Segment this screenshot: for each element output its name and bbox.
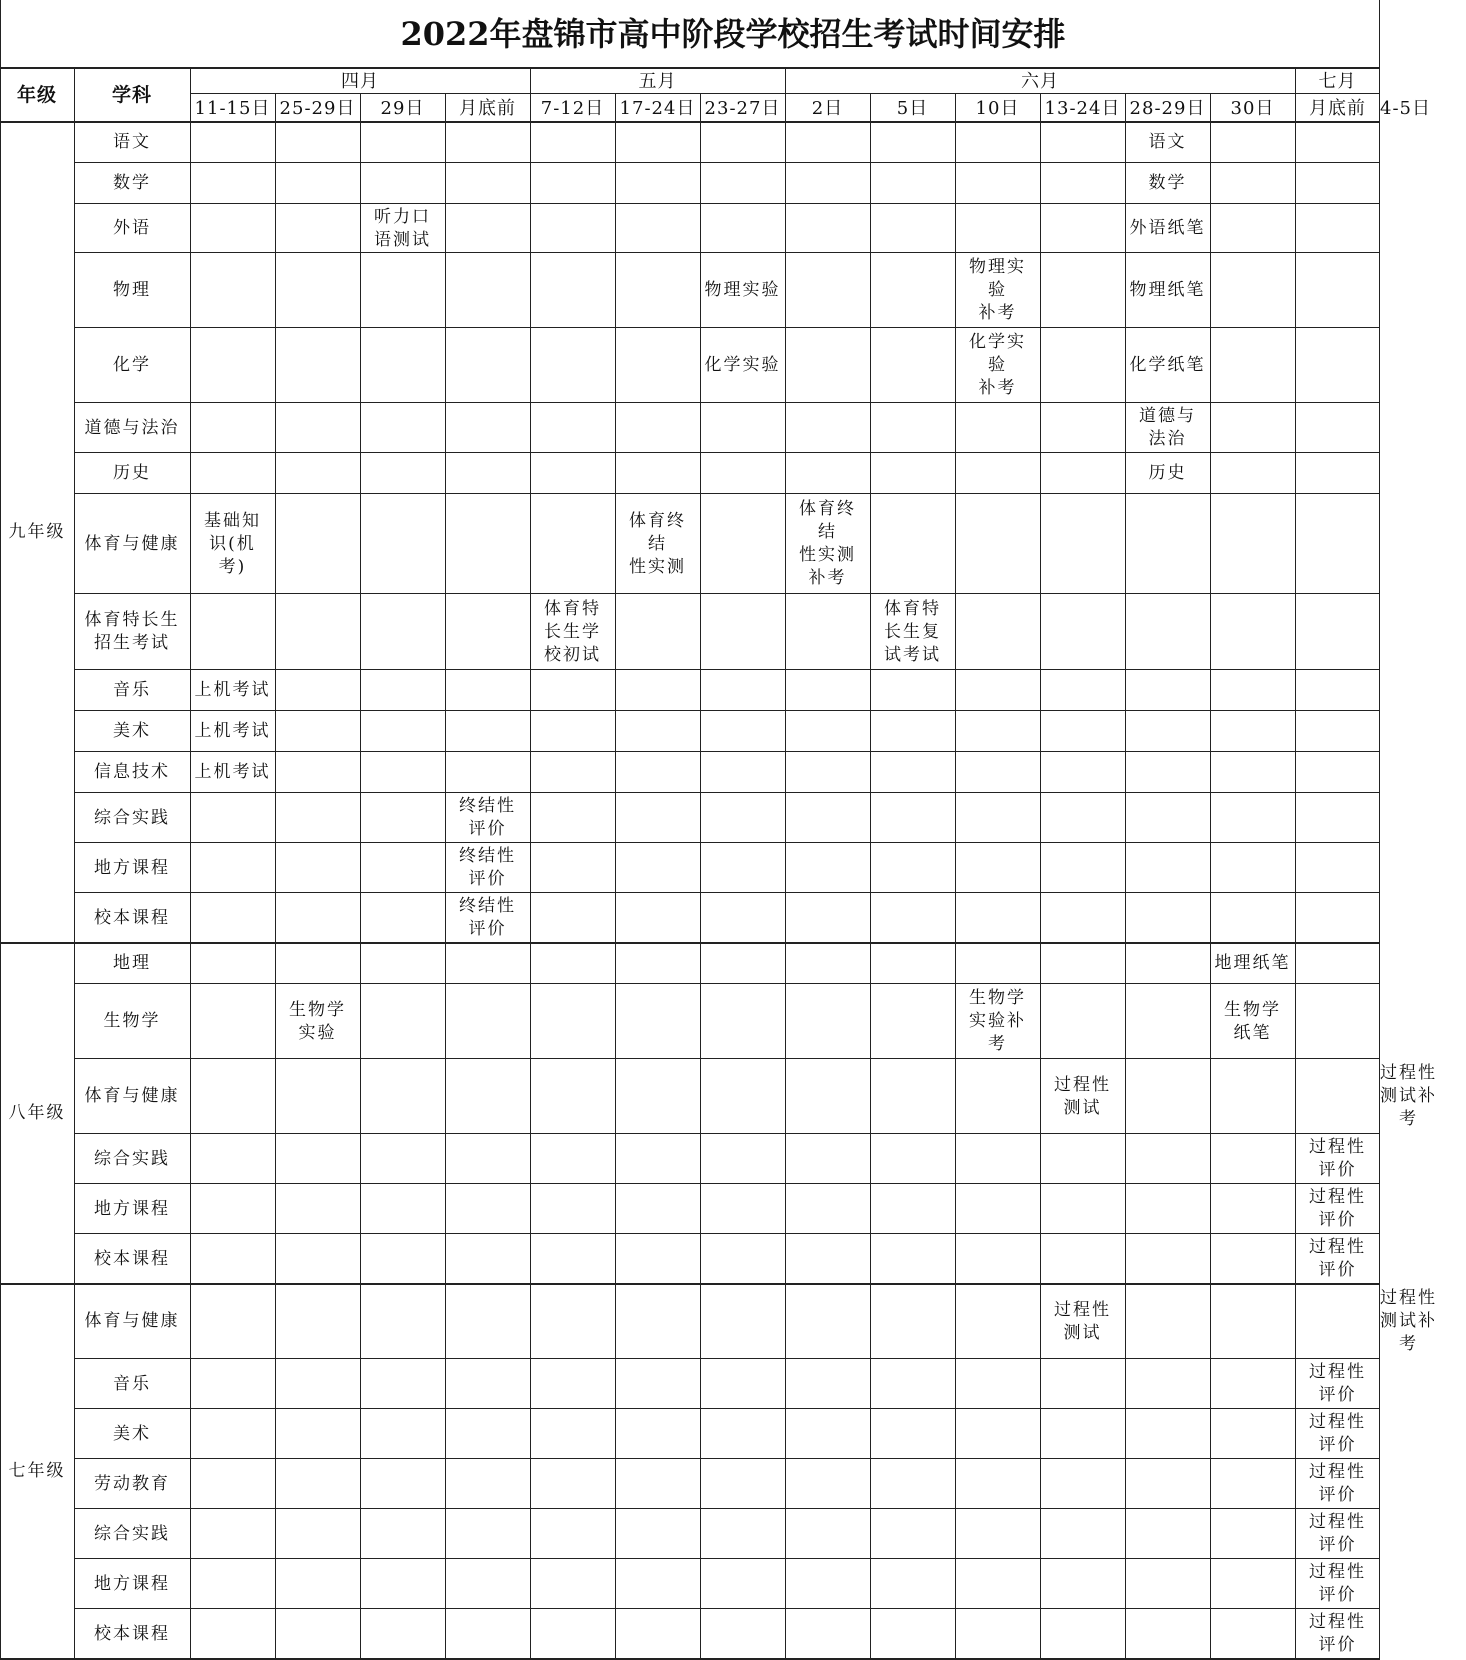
schedule-cell: 过程性 评价 xyxy=(1309,1187,1366,1230)
date-header: 11-15日 xyxy=(194,97,271,119)
date-header: 10日 xyxy=(975,97,1020,119)
schedule-cell: 语文 xyxy=(1148,132,1187,152)
subject-cell: 体育特长生 招生考试 xyxy=(84,610,180,653)
column-divider xyxy=(1125,94,1126,1659)
subject-cell: 体育与健康 xyxy=(84,1311,180,1331)
date-header: 5日 xyxy=(896,97,929,119)
column-divider xyxy=(1040,94,1041,1659)
schedule-cell: 终结性 评价 xyxy=(459,796,516,839)
schedule-cell: 外语纸笔 xyxy=(1129,218,1206,238)
schedule-cell: 终结性 评价 xyxy=(459,846,516,889)
subject-cell: 音乐 xyxy=(113,1373,151,1394)
schedule-cell: 生物学 纸笔 xyxy=(1224,999,1281,1043)
subject-cell: 语文 xyxy=(113,132,151,152)
schedule-cell: 过程性 测试 xyxy=(1054,1299,1111,1343)
date-header: 月底前 xyxy=(1309,97,1366,119)
column-divider xyxy=(445,94,446,1659)
schedule-cell: 数学 xyxy=(1148,173,1187,193)
subject-cell: 道德与法治 xyxy=(84,417,180,438)
schedule-cell: 过程性 测试补 考 xyxy=(1380,1063,1437,1129)
schedule-cell: 历史 xyxy=(1148,463,1187,483)
schedule-cell: 上机考试 xyxy=(194,680,271,700)
subject-cell: 美术 xyxy=(113,721,151,741)
schedule-cell: 道德与 法治 xyxy=(1139,406,1196,449)
date-header: 7-12日 xyxy=(540,97,605,119)
date-header: 13-24日 xyxy=(1044,97,1121,119)
row-divider xyxy=(74,1508,1380,1509)
subject-cell: 生物学 xyxy=(103,1011,161,1031)
column-divider xyxy=(1210,94,1211,1659)
schedule-cell: 过程性 评价 xyxy=(1309,1137,1366,1180)
month-header: 四月 xyxy=(341,70,379,92)
month-header: 六月 xyxy=(1021,70,1059,92)
schedule-cell: 物理实 验 补考 xyxy=(969,257,1026,323)
row-divider xyxy=(74,1558,1380,1559)
grade-column-header: 年级 xyxy=(16,83,57,106)
row-divider xyxy=(74,1233,1380,1234)
date-header: 29日 xyxy=(380,97,425,119)
subject-cell: 体育与健康 xyxy=(84,533,180,554)
row-divider xyxy=(74,1058,1380,1059)
column-divider xyxy=(615,94,616,1659)
row-divider xyxy=(74,792,1380,793)
row-divider xyxy=(74,1358,1380,1359)
schedule-cell: 过程性 评价 xyxy=(1309,1612,1366,1655)
column-divider xyxy=(1295,68,1296,1659)
schedule-cell: 体育终 结 性实测 xyxy=(629,510,686,577)
subject-cell: 信息技术 xyxy=(94,762,170,782)
schedule-cell: 上机考试 xyxy=(194,762,271,782)
date-header: 28-29日 xyxy=(1129,97,1206,119)
subject-cell: 化学 xyxy=(113,355,151,375)
schedule-cell: 生物学 实验 xyxy=(289,999,346,1043)
date-header: 4-5日 xyxy=(1380,97,1431,119)
date-header: 25-29日 xyxy=(279,97,356,119)
grade-cell: 七年级 xyxy=(8,1461,66,1481)
subject-cell: 外语 xyxy=(113,218,151,238)
schedule-cell: 过程性 评价 xyxy=(1309,1237,1366,1280)
schedule-cell: 体育终 结 性实测 补考 xyxy=(799,499,856,588)
column-divider xyxy=(0,0,1,1659)
row-divider xyxy=(74,1183,1380,1184)
column-divider xyxy=(74,68,75,1659)
column-divider xyxy=(785,68,786,1659)
schedule-cell: 终结性 评价 xyxy=(459,896,516,939)
subject-cell: 音乐 xyxy=(113,680,151,700)
subject-cell: 地理 xyxy=(113,953,151,973)
date-header: 17-24日 xyxy=(619,97,696,119)
schedule-cell: 体育特 长生学 校初试 xyxy=(544,598,601,665)
page-title: 2022年盘锦市高中阶段学校招生考试时间安排 xyxy=(400,14,1066,53)
schedule-cell: 地理纸笔 xyxy=(1214,953,1291,973)
row-divider xyxy=(74,1608,1380,1609)
subject-cell: 综合实践 xyxy=(94,807,170,828)
row-divider xyxy=(74,842,1380,843)
subject-cell: 综合实践 xyxy=(94,1523,170,1544)
grade-cell: 九年级 xyxy=(8,522,66,542)
date-header: 23-27日 xyxy=(704,97,781,119)
schedule-cell: 化学实 验 补考 xyxy=(969,332,1026,398)
grade-divider xyxy=(0,1283,1380,1285)
month-header: 五月 xyxy=(638,70,677,92)
schedule-cell: 物理纸笔 xyxy=(1129,280,1206,300)
row-divider xyxy=(74,1133,1380,1134)
subject-cell: 体育与健康 xyxy=(84,1086,180,1106)
subject-cell: 地方课程 xyxy=(94,1198,170,1219)
row-divider xyxy=(74,593,1380,594)
schedule-cell: 过程性 评价 xyxy=(1309,1412,1366,1455)
column-divider xyxy=(360,94,361,1659)
schedule-cell: 上机考试 xyxy=(194,721,271,741)
subject-cell: 校本课程 xyxy=(94,1623,170,1644)
column-divider xyxy=(955,94,956,1659)
subject-cell: 地方课程 xyxy=(94,1573,170,1594)
subject-column-header: 学科 xyxy=(111,83,152,106)
subject-cell: 物理 xyxy=(113,280,151,300)
date-header: 2日 xyxy=(811,97,844,119)
schedule-cell: 过程性 评价 xyxy=(1309,1512,1366,1555)
schedule-cell: 化学实验 xyxy=(704,355,781,375)
date-header: 30日 xyxy=(1230,97,1275,119)
column-divider xyxy=(870,94,871,1659)
grade-divider xyxy=(0,942,1380,944)
subject-cell: 校本课程 xyxy=(94,907,170,928)
header-bottom-border xyxy=(0,121,1380,123)
subject-cell: 地方课程 xyxy=(94,857,170,878)
row-divider xyxy=(74,1408,1380,1409)
schedule-cell: 过程性 测试 xyxy=(1054,1074,1111,1118)
schedule-cell: 体育特 长生复 试考试 xyxy=(884,598,941,665)
column-divider xyxy=(275,94,276,1659)
schedule-cell: 物理实验 xyxy=(704,280,781,300)
subject-cell: 综合实践 xyxy=(94,1148,170,1169)
schedule-cell: 化学纸笔 xyxy=(1129,355,1206,375)
grade-cell: 八年级 xyxy=(8,1103,66,1123)
subject-cell: 数学 xyxy=(113,173,151,193)
column-divider xyxy=(190,68,191,1659)
schedule-cell: 基础知 识(机 考) xyxy=(204,510,261,577)
schedule-cell: 生物学 实验补 考 xyxy=(969,988,1026,1054)
date-header: 月底前 xyxy=(459,97,516,119)
schedule-cell: 过程性 测试补 考 xyxy=(1380,1288,1437,1354)
schedule-cell: 过程性 评价 xyxy=(1309,1462,1366,1505)
row-divider xyxy=(74,1458,1380,1459)
table-top-border xyxy=(0,67,1380,69)
subject-cell: 劳动教育 xyxy=(94,1473,170,1494)
subject-cell: 校本课程 xyxy=(94,1248,170,1269)
column-divider xyxy=(1379,0,1380,1659)
row-divider xyxy=(74,892,1380,893)
column-divider xyxy=(530,68,531,1659)
subject-cell: 美术 xyxy=(113,1423,151,1444)
subject-cell: 历史 xyxy=(113,463,151,483)
schedule-cell: 听力口 语测试 xyxy=(374,206,431,250)
month-header: 七月 xyxy=(1318,70,1357,92)
row-divider xyxy=(74,983,1380,984)
schedule-cell: 过程性 评价 xyxy=(1309,1362,1366,1405)
schedule-cell: 过程性 评价 xyxy=(1309,1562,1366,1605)
column-divider xyxy=(700,94,701,1659)
